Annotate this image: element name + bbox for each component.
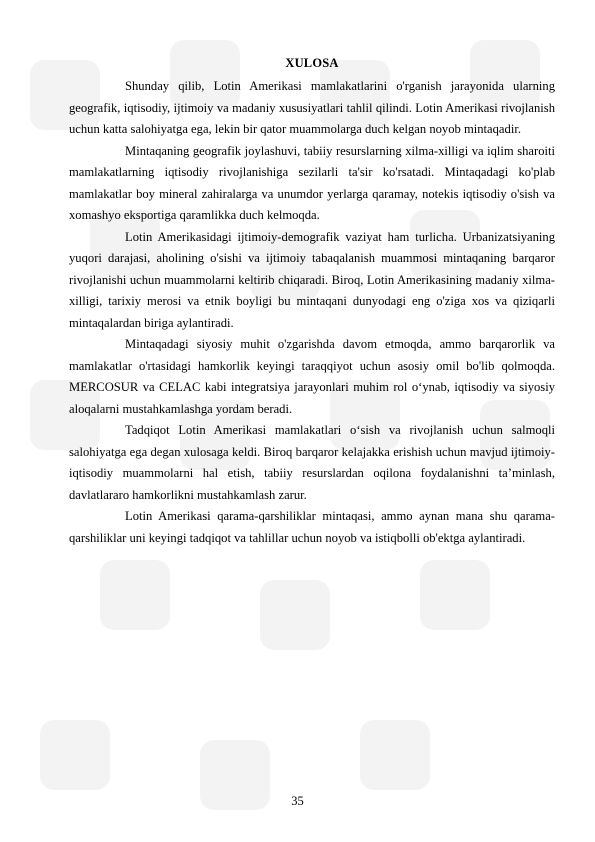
paragraph-1: Shunday qilib, Lotin Amerikasi mamlakatlarini o'rganish jarayonida ularning geografik, iqtisodiy, ijtimoiy va madaniy xususiyatlari tahlil qilindi. Lotin Amerikasi rivojlanish uchun katta salohiyatga ega, lekin bir qator muammolarga duch kelgan noyob mintaqadir.	[69, 79, 555, 136]
page-title: XULOSA	[285, 56, 339, 70]
paragraph-5: Tadqiqot Lotin Amerikasi mamlakatlari o‘sish va rivojlanish uchun salmoqli salohiyatga ega degan xulosaga keldi. Biroq barqaror kelajakka erishish uchun mavjud ijtimoiy-iqtisodiy muammolarni hal etish, tabiiy resurslardan oqilona foydalanishni ta’minlash, davlatlararo hamkorlikni mustahkamlash zarur.	[69, 423, 555, 502]
paragraph-4: Mintaqadagi siyosiy muhit o'zgarishda davom etmoqda, ammo barqarorlik va mamlakatlar o'rtasidagi hamkorlik keyingi taraqqiyot uchun asosiy omil bo'lib qolmoqda. MERCOSUR va CELAC kabi integratsiya jarayonlari muhim rol o‘ynab, iqtisodiy va siyosiy aloqalarni mustahkamlashga yordam beradi.	[69, 337, 555, 416]
paragraph-2: Mintaqaning geografik joylashuvi, tabiiy resurslarning xilma-xilligi va iqlim sharoiti mamlakatlarning iqtisodiy rivojlanishiga sezilarli ta'sir ko'rsatadi. Mintaqadagi ko'plab mamlakatlar boy mineral zahiralarga va unumdor yerlarga qaramay, notekis iqtisodiy o'sish va xomashyo eksportiga qaramlikka duch kelmoqda.	[69, 143, 555, 222]
paragraph-6: Lotin Amerikasi qarama-qarshiliklar mintaqasi, ammo aynan mana shu qarama-qarshiliklar uni keyingi tadqiqot va tahlillar uchun noyob va istiqbolli ob'ektga aylantiradi.	[69, 509, 555, 545]
document-page	[69, 55, 555, 549]
page-number: 35	[291, 794, 304, 808]
paragraph-3: Lotin Amerikasidagi ijtimoiy-demografik vaziyat ham turlicha. Urbanizatsiyaning yuqori darajasi, aholining o'sishi va ijtimoiy tabaqalanish muammosi mintaqaning barqaror rivojlanishi uchun muammolarni keltirib chiqaradi. Biroq, Lotin Amerikasining madaniy xilma-xilligi, tarixiy merosi va etnik boyligi bu mintaqani dunyodagi eng o'ziga xos va qiziqarli mintaqalardan biriga aylantiradi.	[69, 229, 555, 330]
